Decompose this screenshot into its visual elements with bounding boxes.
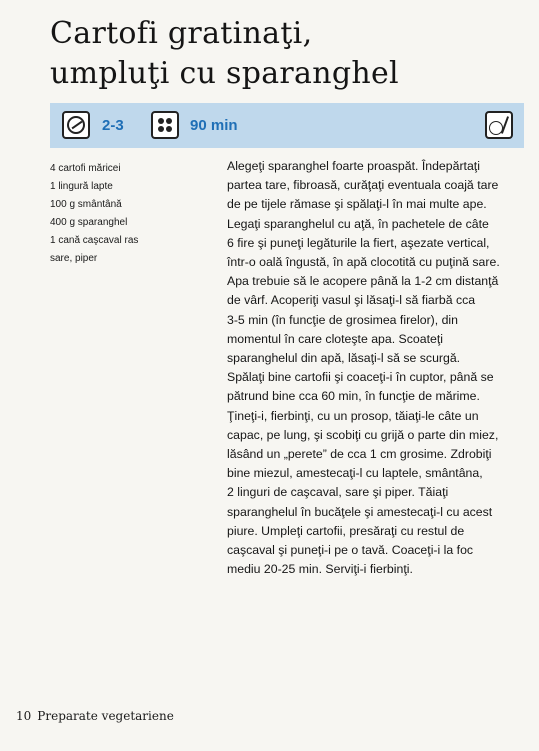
method-line: sparanghelul din apă, lăsaţi-l să se scurgă. bbox=[227, 351, 461, 366]
method-line: de pe tijele rămase şi spălaţi-l în mai multe ape. bbox=[227, 197, 487, 212]
cooking-time-value: 90 min bbox=[190, 117, 238, 134]
method-line: lăsând un „perete” de cca 1 cm grosime. Zdrobiţi bbox=[227, 447, 492, 462]
method-line: într-o oală îngustă, în apă clocotită cu puţină sare. bbox=[227, 255, 500, 270]
method-line: mediu 20-25 min. Serviţi-i fierbinţi. bbox=[227, 562, 413, 577]
ingredient-item: sare, piper bbox=[50, 253, 98, 264]
recipe-info-bar bbox=[50, 103, 524, 148]
method-line: sparanghelul în bucăţele şi amestecaţi-l cu acest bbox=[227, 504, 493, 519]
method-line: caşcaval şi puneţi-i pe o tavă. Coaceţi-i la foc bbox=[227, 543, 474, 558]
recipe-title bbox=[50, 14, 520, 94]
section-title: Preparate vegetariene bbox=[37, 709, 174, 723]
page-footer bbox=[16, 709, 174, 723]
recipe-title-line-1: Cartofi gratinaţi, bbox=[50, 16, 313, 51]
ingredient-item: 4 cartofi măricei bbox=[50, 163, 121, 174]
preparation-method bbox=[227, 157, 527, 579]
ingredient-item: 100 g smântână bbox=[50, 199, 122, 210]
method-line: Apa trebuie să le acopere până la 1-2 cm distanţă bbox=[227, 274, 499, 289]
method-line: bine miezul, amestecaţi-l cu laptele, smântâna, bbox=[227, 466, 483, 481]
stove-hob-icon bbox=[151, 111, 179, 139]
ingredient-item: 1 cană caşcaval ras bbox=[50, 235, 139, 246]
method-line: Spălaţi bine cartofii şi coaceţi-i în cuptor, până se bbox=[227, 370, 494, 385]
servings-value: 2-3 bbox=[102, 117, 124, 134]
method-line: piure. Umpleţi cartofii, presăraţi cu restul de bbox=[227, 523, 465, 538]
plate-cutlery-icon bbox=[485, 111, 513, 139]
ingredient-item: 400 g sparanghel bbox=[50, 217, 128, 228]
method-line: 3-5 min (în funcţie de grosimea firelor), din bbox=[227, 312, 459, 327]
recipe-title-line-2: umpluţi cu sparanghel bbox=[50, 56, 399, 91]
ingredient-item: 1 lingură lapte bbox=[50, 181, 113, 192]
method-line: Alegeţi sparanghel foarte proaspăt. Îndepărtaţi bbox=[227, 159, 480, 173]
method-line: partea tare, fibroasă, curăţaţi eventuala coajă tare bbox=[227, 178, 499, 193]
method-line: momentul în care cloteşte apa. Scoateţi bbox=[227, 331, 443, 346]
page-number: 10 bbox=[16, 709, 32, 723]
method-line: pătrund bine cca 60 min, în funcţie de mărime. bbox=[227, 389, 480, 404]
method-line: capac, pe lung, şi scobiţi cu grijă o parte din miez, bbox=[227, 427, 499, 442]
method-line: Ţineţi-i, fierbinţi, cu un prosop, tăiaţi-le câte un bbox=[227, 408, 479, 423]
method-line: de vârf. Acoperiţi vasul şi lăsaţi-l să fiarbă cca bbox=[227, 293, 476, 308]
method-line: Legaţi sparanghelul cu aţă, în pachetele de câte bbox=[227, 216, 489, 231]
chef-hat-difficulty-icon bbox=[62, 111, 90, 139]
ingredients-list bbox=[50, 160, 215, 268]
method-line: 2 linguri de caşcaval, sare şi piper. Tăiaţi bbox=[227, 485, 449, 500]
method-line: 6 fire şi puneţi legăturile la fiert, aşezate vertical, bbox=[227, 235, 490, 250]
